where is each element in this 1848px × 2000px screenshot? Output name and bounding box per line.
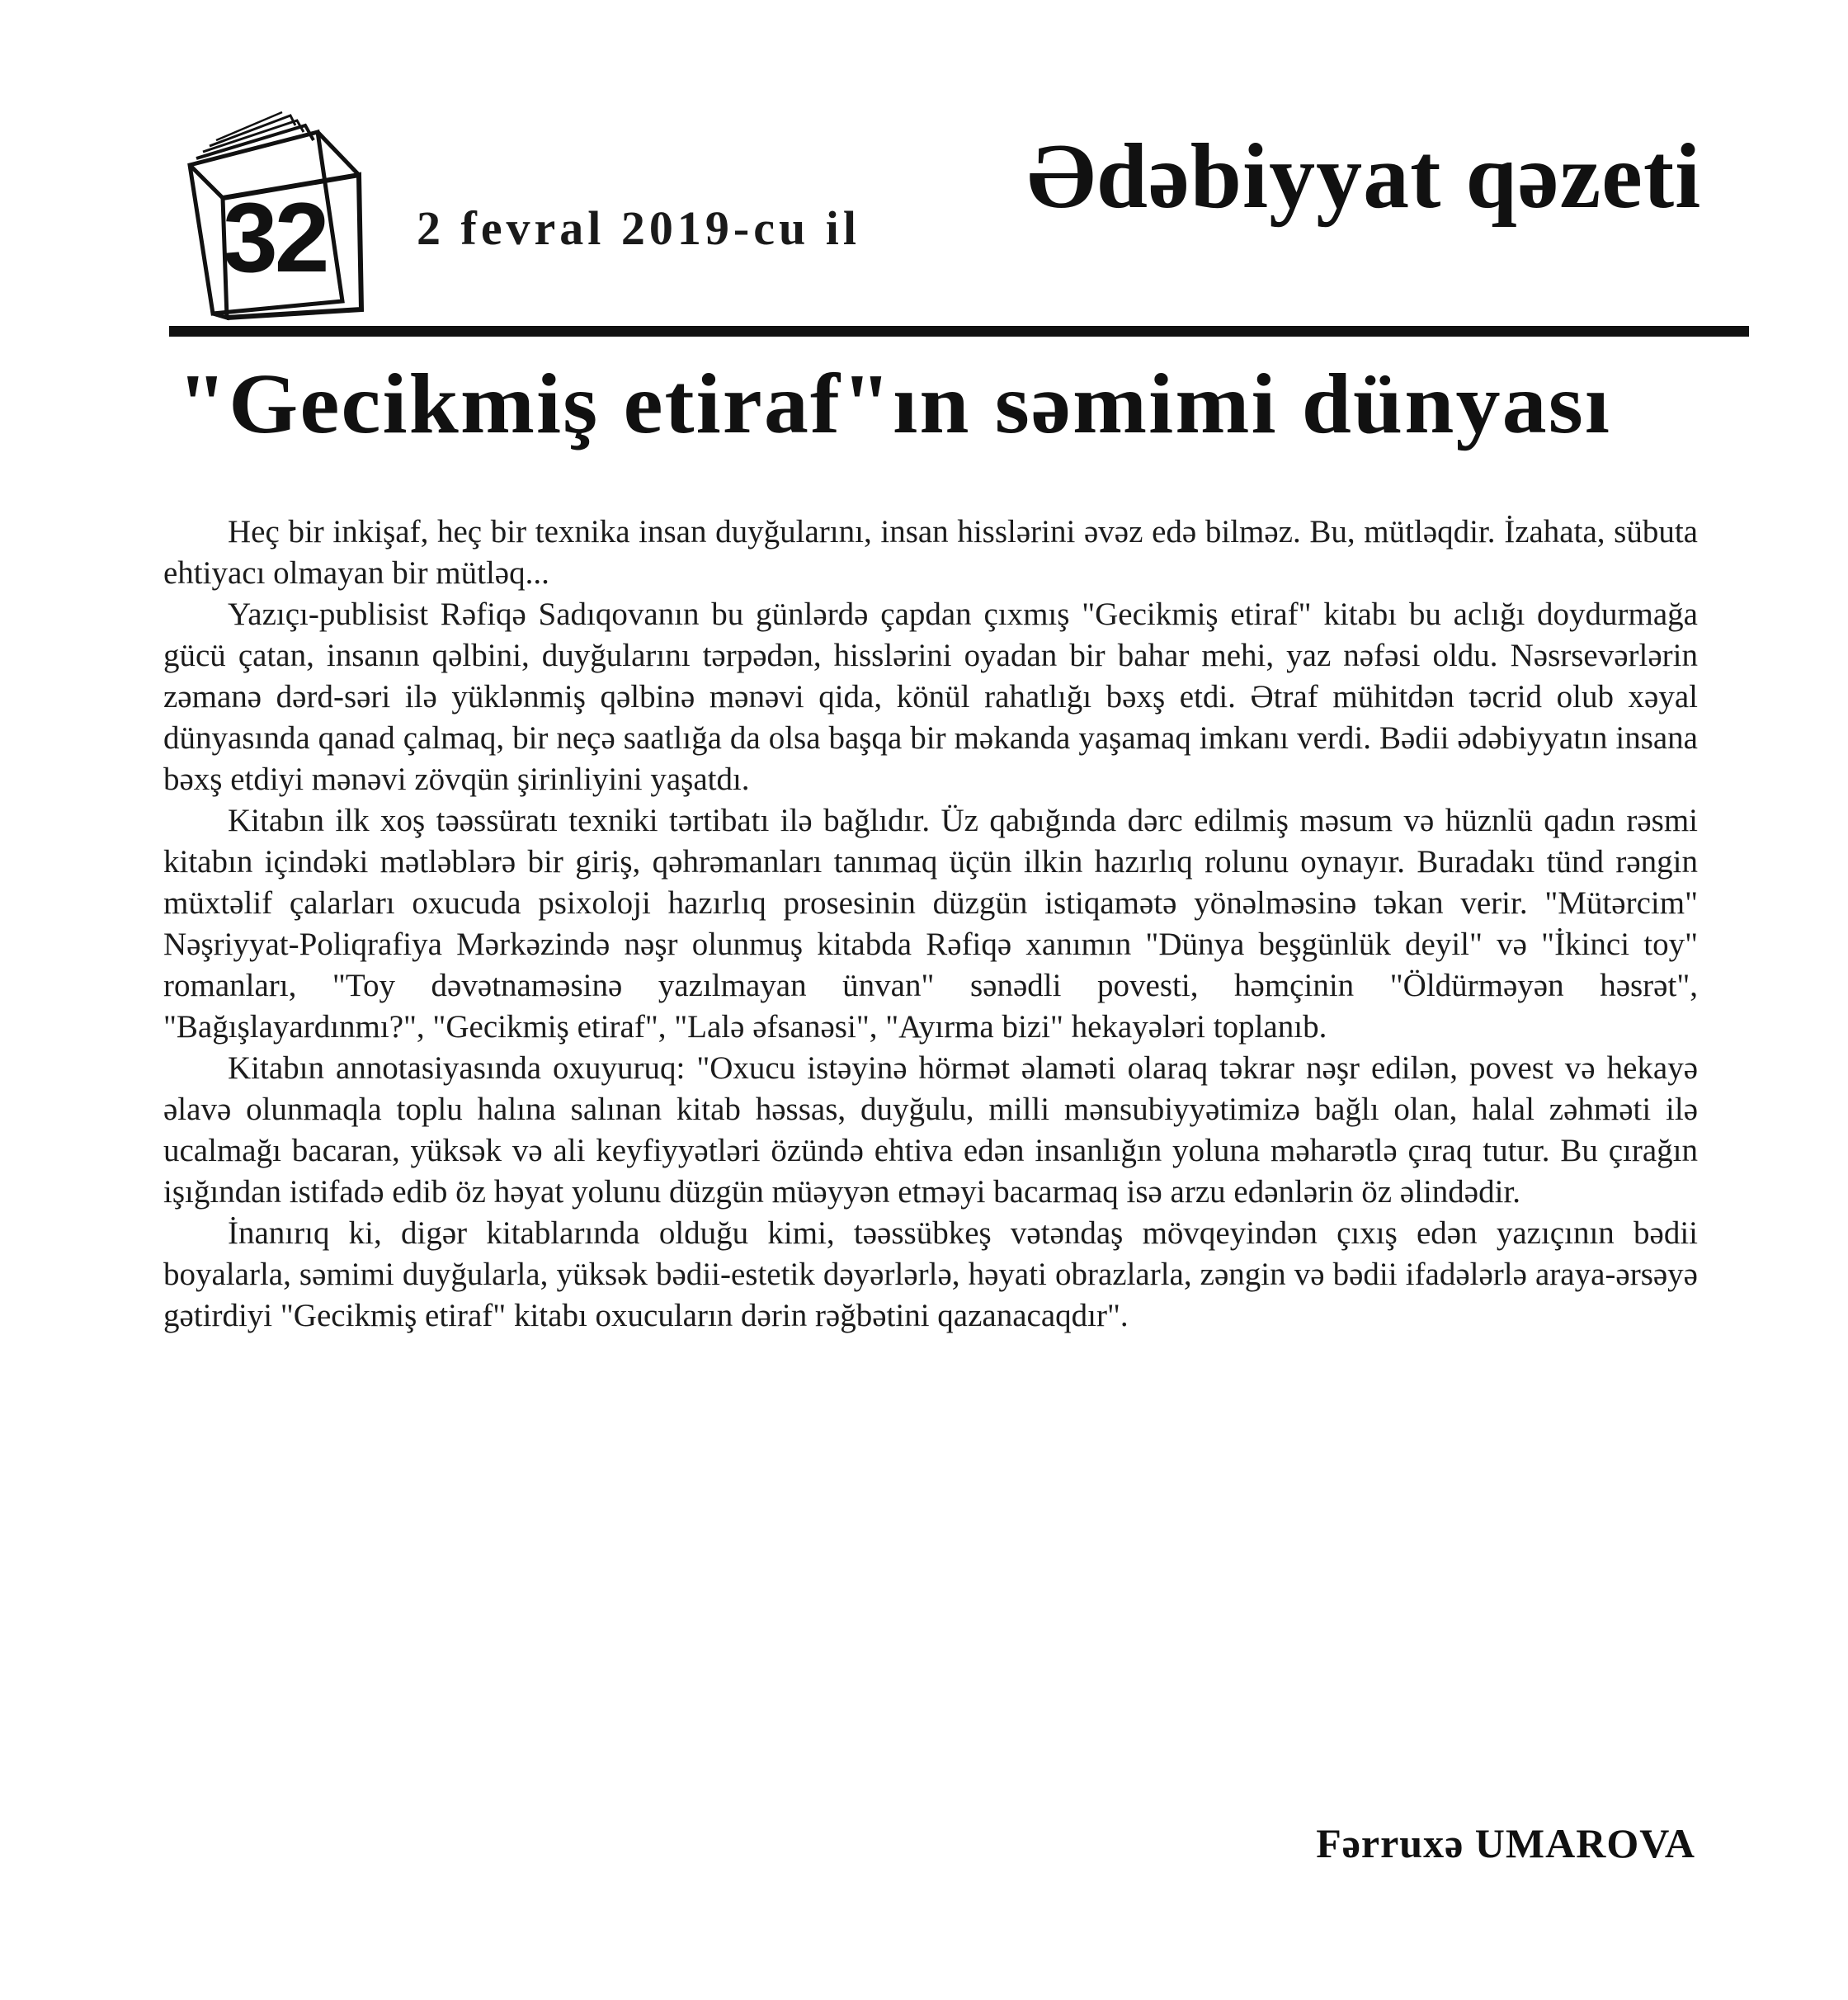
article-body: [163, 512, 1698, 1337]
article-paragraph: Kitabın ilk xoş təəssüratı texniki tərtibatı ilə bağlıdır. Üz qabığında dərc edilmiş məsum və hüznlü qadın rəsmi kitabın içindəki mətləblərə bir giriş, qəhrəmanları tanımaq üçün ilkin hazırlıq rolunu oynayır. Buradakı tünd rəngin müxtəlif çalarları oxucuda psixoloji hazırlıq prosesinin düzgün istiqamətə yönəlməsinə təkan verir. "Mütərcim" Nəşriyyat-Poliqrafiya Mərkəzində nəşr olunmuş kitabda Rəfiqə xanımın "Dünya beşgünlük deyil" və "İkinci toy" romanları, "Toy dəvətnaməsinə yazılmayan ünvan" sənədli povesti, həmçinin "Öldürməyən həsrət", "Bağışlayardınmı?", "Gecikmiş etiraf", "Lalə əfsanəsi", "Ayırma bizi" hekayələri toplanıb.: [163, 803, 1698, 1045]
article-paragraph: Heç bir inkişaf, heç bir texnika insan duyğularını, insan hisslərini əvəz edə bilməz. Bu, mütləqdir. İzahata, sübuta ehtiyacı olmayan bir mütləq...: [163, 514, 1698, 591]
author-signature: Fərruxə UMAROVA: [1316, 1820, 1695, 1866]
article-paragraph: İnanırıq ki, digər kitablarında olduğu kimi, təəssübkeş vətəndaş mövqeyindən çıxış edən yazıçının bədii boyalarla, səmimi duyğularla, yüksək bədii-estetik dəyərlərlə, həyati obrazlarla, zəngin və bədii ifadələrlə araya-ərsəyə gətirdiyi "Gecikmiş etiraf" kitabı oxucuların dərin rəğbətini qazanacaqdır".: [163, 1215, 1698, 1333]
article-paragraph: Kitabın annotasiyasında oxuyuruq: "Oxucu istəyinə hörmət əlaməti olaraq təkrar nəşr edilən, povest və hekayə əlavə olunmaqla toplu halına salınan kitab həssas, duyğulu, milli mənsubiyyətimizə bağlı olan, halal zəhməti ilə ucalmağı bacaran, yüksək və ali keyfiyyətləri özündə ehtiva edən insanlığın yoluna məharətlə çıraq tutur. Bu çırağın işığından istifadə edib öz həyat yolunu düzgün müəyyən etməyi bacarmaq isə arzu edənlərin öz əlindədir.: [163, 1050, 1698, 1210]
article-paragraph: Yazıçı-publisist Rəfiqə Sadıqovanın bu günlərdə çapdan çıxmış "Gecikmiş etiraf" kitabı bu aclığı doydurmağa gücü çatan, insanın qəlbini, duyğularını tərpədən, hisslərini oyadan bir bahar mehi, yaz nəfəsi oldu. Nəsrsevərlərin zəmanə dərd-səri ilə yüklənmiş qəlbinə mənəvi qida, könül rahatlığı bəxş etdi. Ətraf mühitdən təcrid olub xəyal dünyasında qanad çalmaq, bir neçə saatlığa da olsa başqa bir məkanda yaşamaq imkanı verdi. Bədii ədəbiyyatın insana bəxş etdiyi mənəvi zövqün şirinliyini yaşatdı.: [163, 597, 1698, 797]
header-divider: [169, 326, 1749, 337]
newspaper-title: Ədəbiyyat qəzeti: [1027, 125, 1702, 228]
issue-date: 2 fevral 2019-cu il: [417, 201, 860, 255]
article-headline: "Gecikmiş etiraf"ın səmimi dünyası: [177, 356, 1612, 451]
page-number: 32: [223, 182, 327, 293]
